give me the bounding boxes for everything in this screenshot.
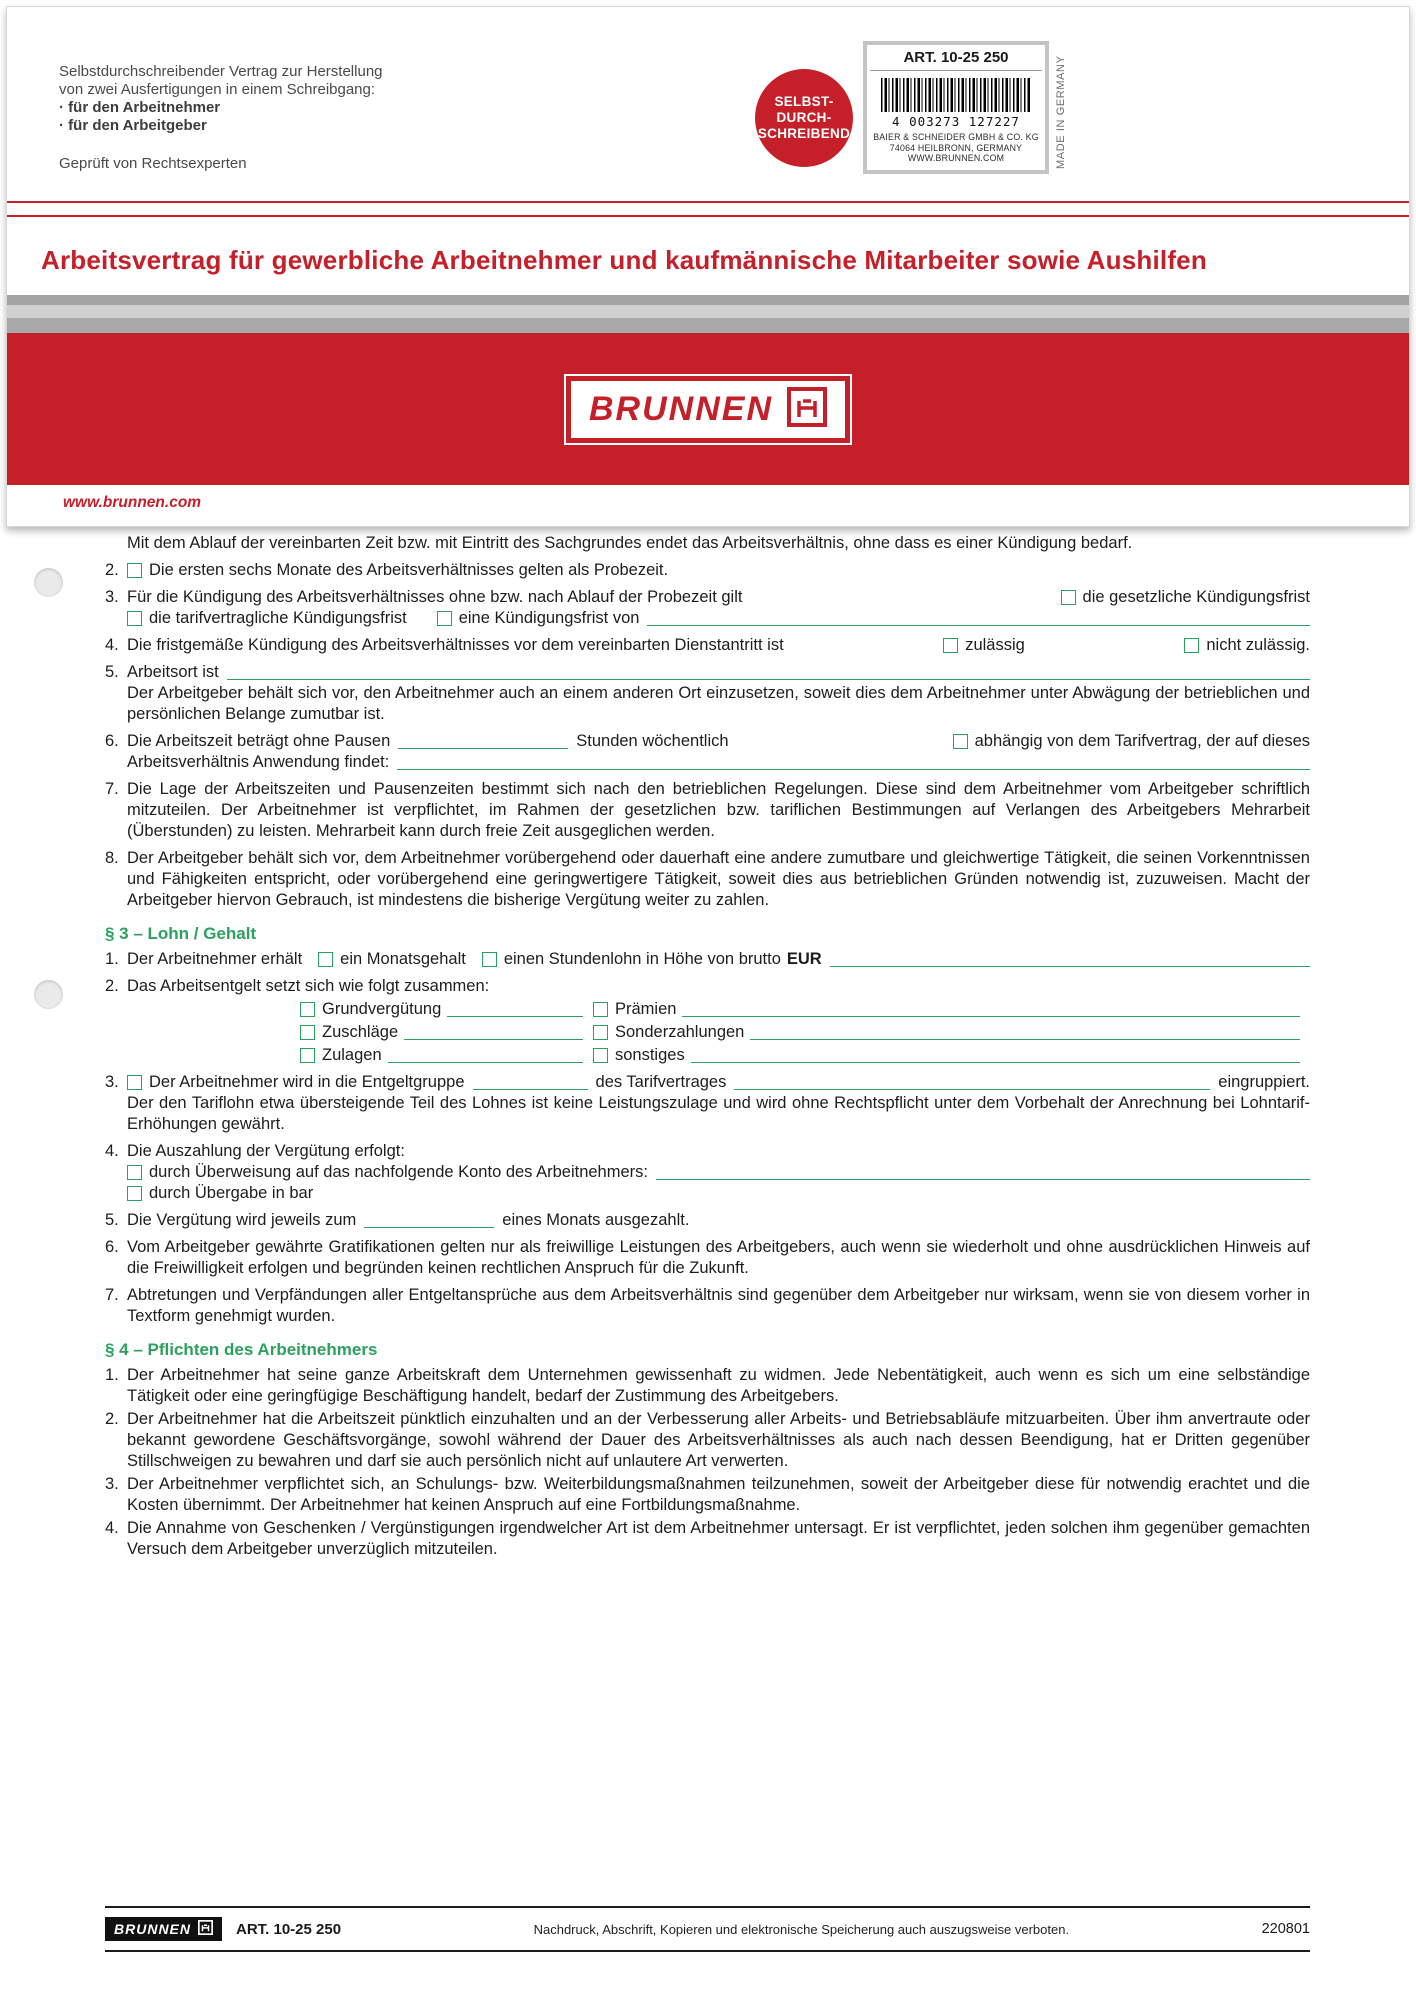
checkbox-grundverguetung[interactable]	[300, 1002, 315, 1017]
clause-number: 6.	[105, 732, 119, 750]
clause-2	[105, 560, 1310, 581]
option-tarifvertragliche-frist: die tarifvertragliche Kündigungsfrist	[149, 609, 407, 627]
footer-rule-bottom	[105, 1950, 1310, 1952]
fill-blank-grundverguetung[interactable]	[447, 1016, 583, 1017]
fill-blank-zuschlaege[interactable]	[404, 1039, 583, 1040]
checkbox-sonderzahlungen[interactable]	[593, 1025, 608, 1040]
cover-legal-note: Geprüft von Rechtsexperten	[59, 155, 247, 172]
fill-blank-arbeitsort[interactable]	[227, 679, 1310, 680]
clause-number: 1.	[105, 950, 119, 968]
clause-7	[105, 779, 1310, 842]
cover-bullet-arbeitgeber: · für den Arbeitgeber	[59, 117, 207, 134]
checkbox-stundenlohn[interactable]	[482, 952, 497, 967]
fill-blank-entgeltgruppe[interactable]	[473, 1089, 588, 1090]
fill-blank-lohn-betrag[interactable]	[830, 966, 1310, 967]
label-praemien: Prämien	[615, 1000, 677, 1018]
clause-s3-3	[105, 1072, 1310, 1135]
article-barcode-box	[863, 41, 1049, 174]
clause-s3-4	[105, 1141, 1310, 1204]
clause-s4-2	[105, 1409, 1310, 1472]
clause-6-cont: Arbeitsverhältnis Anwendung findet:	[127, 753, 390, 771]
clause-s4-1	[105, 1365, 1310, 1407]
fill-blank-stunden[interactable]	[398, 748, 568, 749]
cover-intro	[59, 63, 383, 135]
clause-5-lead: Arbeitsort ist	[127, 663, 219, 681]
manufacturer-line3: WWW.BRUNNEN.COM	[907, 153, 1005, 163]
clause-5	[105, 662, 1310, 725]
cover-bullet-arbeitnehmer: · für den Arbeitnehmer	[59, 99, 221, 116]
footer-copyright-notice: Nachdruck, Abschrift, Kopieren und elektronische Speicherung auch auszugsweise verboten.	[533, 1921, 1070, 1937]
clause-s3-5	[105, 1210, 1310, 1231]
label-sonstiges: sonstiges	[615, 1046, 685, 1064]
brunnen-footer-logo	[105, 1917, 222, 1941]
clause-number: 2.	[105, 977, 119, 995]
fill-blank-kuendigungsfrist[interactable]	[647, 625, 1310, 626]
fill-blank-konto[interactable]	[656, 1179, 1310, 1180]
clause-5-body: Der Arbeitgeber behält sich vor, den Arbeitnehmer auch an einem anderen Ort einzusetzen, soweit dies dem Arbeitnehmer unter Abwägung der betrieblichen und persönlichen Belange zumutbar ist.	[127, 684, 1310, 723]
checkbox-praemien[interactable]	[593, 1002, 608, 1017]
brunnen-emblem-small-icon	[198, 1920, 213, 1938]
section-3-heading: § 3 – Lohn / Gehalt	[105, 924, 257, 943]
brand-band	[7, 333, 1409, 485]
footer	[105, 1914, 1310, 1944]
s3-5-tail: eines Monats ausgezahlt.	[502, 1211, 690, 1229]
option-stundenlohn: einen Stundenlohn in Höhe von brutto	[503, 950, 781, 968]
footer-print-code: 220801	[1261, 1921, 1310, 1937]
fill-blank-praemien[interactable]	[682, 1016, 1300, 1017]
manufacturer-line1: BAIER & SCHNEIDER GMBH & CO. KG	[873, 132, 1039, 142]
label-sonderzahlungen: Sonderzahlungen	[615, 1023, 745, 1041]
checkbox-zulaessig[interactable]	[943, 638, 958, 653]
clause-number: 2.	[105, 561, 119, 579]
checkbox-sonstiges[interactable]	[593, 1048, 608, 1063]
cover-intro-line2: von zwei Ausfertigungen in einem Schreibgang:	[59, 81, 376, 98]
clause-1-carryover: Mit dem Ablauf der vereinbarten Zeit bzw. mit Eintritt des Sachgrundes endet das Arbeitsverhältnis, ohne dass es einer Kündigung bedarf.	[127, 534, 1133, 552]
clause-number: 5.	[105, 1211, 119, 1229]
barcode-digits: 4 003273 127227	[892, 114, 1020, 129]
checkbox-gesetzliche-frist[interactable]	[1061, 590, 1076, 605]
clause-s3-6	[105, 1237, 1310, 1279]
clause-4-lead: Die fristgemäße Kündigung des Arbeitsverhältnisses vor dem vereinbarten Dienstantritt ist	[127, 636, 784, 654]
option-tarifvertrag-abhaengig: abhängig von dem Tarifvertrag, der auf dieses	[974, 732, 1310, 750]
clause-number: 7.	[105, 1286, 119, 1304]
clause-6-mid: Stunden wöchentlich	[576, 732, 729, 750]
brunnen-website-text: www.brunnen.com	[63, 494, 202, 511]
checkbox-entgeltgruppe[interactable]	[127, 1075, 142, 1090]
made-in-germany-label: MADE IN GERMANY	[1055, 55, 1067, 169]
fill-blank-tarifvertrag[interactable]	[397, 769, 1310, 770]
punch-hole-top	[34, 568, 63, 597]
clause-6	[105, 731, 1310, 773]
clause-s4-3	[105, 1474, 1310, 1516]
punch-hole-bottom	[34, 980, 63, 1009]
clause-8	[105, 848, 1310, 911]
clause-4	[105, 635, 1310, 656]
manufacturer-address	[867, 129, 1045, 170]
red-rule-top	[7, 201, 1409, 203]
gray-stripe-band	[7, 295, 1409, 333]
document-title: Arbeitsvertrag für gewerbliche Arbeitnehmer und kaufmännische Mitarbeiter sowie Aushilfen	[41, 245, 1207, 275]
label-grundverguetung: Grundvergütung	[322, 1000, 442, 1018]
clause-6-lead: Die Arbeitszeit beträgt ohne Pausen	[127, 732, 391, 750]
section-4-heading: § 4 – Pflichten des Arbeitnehmers	[105, 1340, 378, 1359]
option-gesetzliche-frist: die gesetzliche Kündigungsfrist	[1082, 588, 1310, 606]
option-nicht-zulaessig: nicht zulässig.	[1206, 636, 1311, 654]
fill-blank-sonderzahlungen[interactable]	[750, 1039, 1300, 1040]
s3-3-lead: Der Arbeitnehmer wird in die Entgeltgruppe	[149, 1073, 465, 1091]
clause-s3-2	[105, 976, 1310, 1066]
clause-2-text: Die ersten sechs Monate des Arbeitsverhältnisses gelten als Probezeit.	[149, 561, 669, 579]
s4-2-text: Der Arbeitnehmer hat die Arbeitszeit pünktlich einzuhalten und an der Verbesserung aller Arbeits- und Betriebsabläufe mitzuarbeiten. Über ihm anvertraute oder bekannt gewordene Geschäftsvorgänge, sowohl während der Dauer des Arbeitsverhältnisses als auch nach dessen Beendigung, hat er Dritten gegenüber Stillschweigen zu bewahren und darf sie auch persönlich nicht auf unlautere Art verwerten.	[127, 1410, 1310, 1470]
checkbox-kuendigungsfrist-von[interactable]	[437, 611, 452, 626]
s4-1-text: Der Arbeitnehmer hat seine ganze Arbeitskraft dem Unternehmen gewissenhaft zu widmen. Jede Nebentätigkeit, auch wenn es sich um eine selbständige Tätigkeit oder eine geringfügige Beschäftigung handelt, bedarf der Zustimmung des Arbeitgebers.	[127, 1366, 1310, 1405]
barcode	[881, 78, 1031, 112]
s3-2-lead: Das Arbeitsentgelt setzt sich wie folgt zusammen:	[127, 977, 490, 995]
checkbox-bar[interactable]	[127, 1186, 142, 1201]
clause-7-text: Die Lage der Arbeitszeiten und Pausenzeiten bestimmt sich nach den betrieblichen Regelungen. Diese sind dem Arbeitnehmer vom Arbeitgeber schriftlich mitzuteilen. Der Arbeitnehmer ist verpflichtet, im Rahmen der gesetzlichen bzw. tariflichen Bestimmungen auf Verlangen des Arbeitgebers Mehrarbeit (Überstunden) zu leisten. Mehrarbeit kann durch freie Zeit ausgeglichen werden.	[127, 780, 1310, 840]
clause-number: 8.	[105, 849, 119, 867]
clause-s3-1	[105, 949, 1310, 970]
clause-number: 4.	[105, 1519, 119, 1537]
clause-number: 3.	[105, 1073, 119, 1091]
clause-number: 5.	[105, 663, 119, 681]
s3-3-mid: des Tarifvertrages	[595, 1073, 727, 1091]
clause-8-text: Der Arbeitgeber behält sich vor, dem Arbeitnehmer vorübergehend oder dauerhaft eine andere zumutbare und gleichwertige Tätigkeit, die seinen Vorkenntnissen und Fähigkeiten entspricht, oder vorübergehend eine geringwertigere Tätigkeit, soweit dies aus betrieblichen Gründen notwendig ist, zuzuweisen. Macht der Arbeitgeber hiervon Gebrauch, ist mindestens die bisherige Vergütung weiter zu zahlen.	[127, 849, 1310, 909]
badge-line3: SCHREIBEND	[757, 126, 851, 141]
checkbox-monatsgehalt[interactable]	[318, 952, 333, 967]
footer-rule-top	[105, 1906, 1310, 1908]
footer-article-number: ART. 10-25 250	[236, 1920, 342, 1938]
fill-blank-auszahlungstag[interactable]	[364, 1227, 494, 1228]
selbstdurchschreibend-badge	[755, 69, 853, 167]
brunnen-wordmark: BRUNNEN	[589, 389, 773, 428]
s3-7-text: Abtretungen und Verpfändungen aller Entgeltansprüche aus dem Arbeitsverhältnis sind gegenüber dem Arbeitgeber nur wirksam, wenn sie von diesem vorher in Textform genehmigt wurden.	[127, 1286, 1310, 1325]
option-kuendigungsfrist-von: eine Kündigungsfrist von	[458, 609, 640, 627]
checkbox-zuschlaege[interactable]	[300, 1025, 315, 1040]
section-4	[105, 1339, 1310, 1560]
s4-3-text: Der Arbeitnehmer verpflichtet sich, an Schulungs- bzw. Weiterbildungsmaßnahmen teilzunehmen, soweit der Arbeitgeber diese für notwendig erachtet und die Kosten übernimmt. Der Arbeitnehmer hat keinen Anspruch auf eine Fortbildungsmaßnahme.	[127, 1475, 1310, 1514]
article-number: ART. 10-25 250	[870, 45, 1042, 71]
checkbox-tarifvertragliche-frist[interactable]	[127, 611, 142, 626]
clause-s3-7	[105, 1285, 1310, 1327]
checkbox-zulagen[interactable]	[300, 1048, 315, 1063]
brunnen-emblem-icon	[787, 387, 827, 432]
cover-sheet	[6, 6, 1410, 527]
pay-components-grid	[300, 999, 1310, 1066]
label-zuschlaege: Zuschläge	[322, 1023, 399, 1041]
clause-number: 3.	[105, 588, 119, 606]
brunnen-logo	[564, 374, 852, 445]
checkbox-tarifvertrag-abhaengig[interactable]	[953, 734, 968, 749]
clause-number: 4.	[105, 636, 119, 654]
clause-number: 1.	[105, 1366, 119, 1384]
clause-s4-4	[105, 1518, 1310, 1560]
s3-3-body: Der den Tariflohn etwa übersteigende Teil des Lohnes ist keine Leistungszulage und wird ohne Rechtspflicht unter dem Vorbehalt der Anrechnung bei Lohntarif-Erhöhungen gewährt.	[127, 1094, 1310, 1133]
s3-1-lead: Der Arbeitnehmer erhält	[127, 950, 303, 968]
clause-number: 7.	[105, 780, 119, 798]
clause-number: 6.	[105, 1238, 119, 1256]
contract-form-body	[105, 533, 1310, 1562]
fill-blank-zulagen[interactable]	[388, 1062, 583, 1063]
checkbox-ueberweisung[interactable]	[127, 1165, 142, 1180]
s3-6-text: Vom Arbeitgeber gewährte Gratifikationen gelten nur als freiwillige Leistungen des Arbeitgebers, auch wenn sie wiederholt und ohne ausdrücklichen Hinweis auf die Freiwilligkeit erfolgen und begründen keinen rechtlichen Anspruch für die Zukunft.	[127, 1238, 1310, 1277]
clause-number: 4.	[105, 1142, 119, 1160]
badge-line2: DURCH-	[776, 110, 832, 125]
red-rule-bottom	[7, 215, 1409, 217]
checkbox-nicht-zulaessig[interactable]	[1184, 638, 1199, 653]
fill-blank-sonstiges[interactable]	[691, 1062, 1300, 1063]
clause-number: 2.	[105, 1410, 119, 1428]
option-ueberweisung: durch Überweisung auf das nachfolgende Konto des Arbeitnehmers:	[149, 1163, 648, 1181]
checkbox-probezeit[interactable]	[127, 563, 142, 578]
footer-brand-wordmark: BRUNNEN	[114, 1921, 191, 1937]
s3-3-tail: eingruppiert.	[1218, 1073, 1310, 1091]
cover-intro-line1: Selbstdurchschreibender Vertrag zur Herstellung	[59, 63, 383, 80]
label-zulagen: Zulagen	[322, 1046, 382, 1064]
fill-blank-tarifvertrag-name[interactable]	[734, 1089, 1210, 1090]
s3-4-lead: Die Auszahlung der Vergütung erfolgt:	[127, 1142, 405, 1160]
option-bar: durch Übergabe in bar	[149, 1184, 314, 1202]
manufacturer-line2: 74064 HEILBRONN, GERMANY	[889, 142, 1023, 153]
clause-3	[105, 587, 1310, 629]
option-zulaessig: zulässig	[965, 636, 1025, 654]
badge-line1: SELBST-	[774, 94, 834, 109]
currency-label: EUR	[786, 950, 822, 968]
clause-number: 3.	[105, 1475, 119, 1493]
s3-5-lead: Die Vergütung wird jeweils zum	[127, 1211, 357, 1229]
s4-4-text: Die Annahme von Geschenken / Vergünstigungen irgendwelcher Art ist dem Arbeitnehmer untersagt. Er ist verpflichtet, jeden solchen ihm gegenüber gemachten Versuch dem Arbeitgeber unverzüglich mitzuteilen.	[127, 1519, 1310, 1558]
option-monatsgehalt: ein Monatsgehalt	[340, 950, 466, 968]
clause-3-lead: Für die Kündigung des Arbeitsverhältnisses ohne bzw. nach Ablauf der Probezeit gilt	[127, 588, 743, 606]
